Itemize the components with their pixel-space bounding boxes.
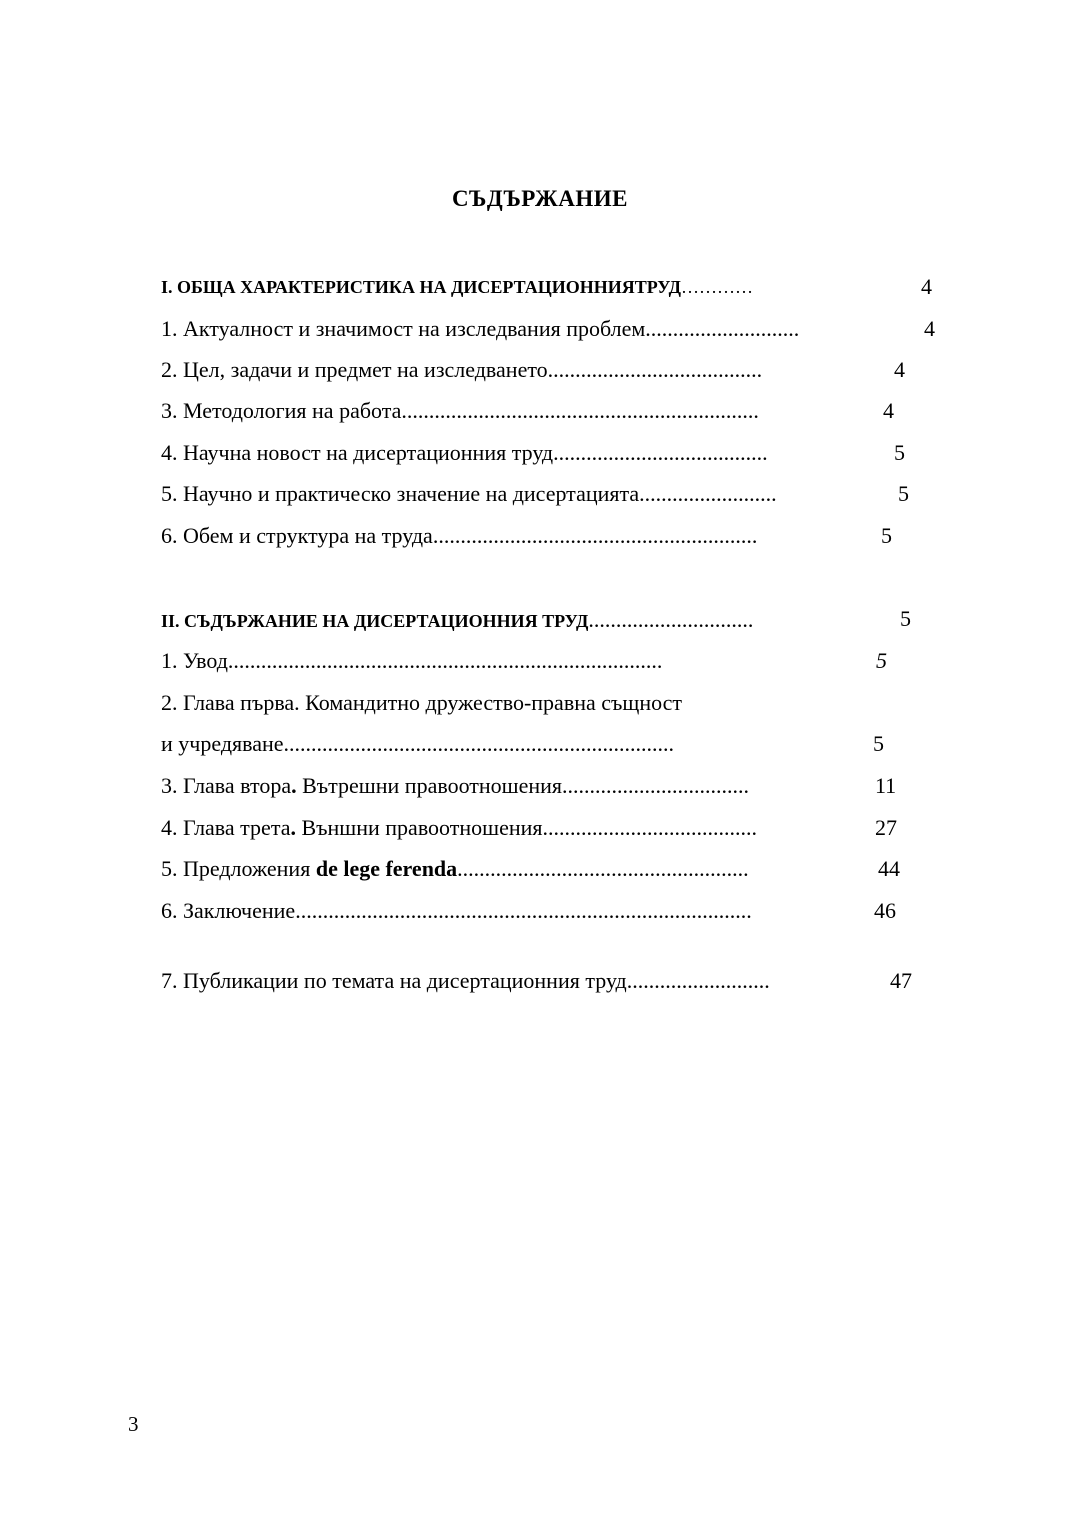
- toc-entry-text: 6. Обем и структура на труда: [161, 523, 433, 548]
- toc-entry: [161, 815, 757, 841]
- toc-entry: [161, 856, 749, 882]
- toc-entry: [161, 316, 799, 342]
- toc-entry-text: 5. Научно и практическо значение на дисертацията: [161, 481, 640, 506]
- toc-leader: .................................................................: [401, 398, 759, 423]
- toc-leader: ...........................................................: [432, 523, 758, 548]
- toc-entry: [161, 648, 662, 674]
- toc-entry-text: 4. Научна новост на дисертационния труд: [161, 440, 554, 465]
- toc-entry-bold: .: [291, 773, 297, 798]
- toc-page-number: [921, 274, 932, 301]
- toc-page-number: 47: [890, 968, 912, 993]
- toc-entry-text: 2. Цел, задачи и предмет на изследването: [161, 357, 548, 382]
- toc-entry-text: 3. Методология на работа: [161, 398, 402, 423]
- toc-entry-text: 1. Актуалност и значимост на изследвания проблем: [161, 316, 646, 341]
- toc-section-heading: [161, 607, 753, 634]
- toc-entry: [161, 690, 682, 716]
- toc-leader: .......................................: [553, 440, 768, 465]
- toc-entry-text: и учредяване: [161, 731, 284, 756]
- toc-page-number: 46: [874, 898, 896, 923]
- toc-entry: [161, 731, 674, 757]
- toc-entry-text: Вътрешни правоотношения: [296, 773, 563, 798]
- toc-page-number: 5: [876, 648, 887, 673]
- toc-page-number: 27: [875, 815, 897, 840]
- toc-page-number: 4: [883, 398, 894, 423]
- toc-entry-text: 6. Заключение: [161, 898, 296, 923]
- toc-entry-bold: .: [290, 815, 296, 840]
- toc-page-number: 44: [878, 856, 900, 881]
- toc-entry: [161, 523, 757, 549]
- toc-entry: [161, 440, 768, 466]
- toc-section-heading: [161, 274, 753, 300]
- toc-leader: .......................................................................: [283, 731, 675, 756]
- toc-page-number: 4: [894, 357, 905, 382]
- toc-entry-text: 5. Предложения: [161, 856, 316, 881]
- page-number: 3: [128, 1412, 139, 1436]
- toc-leader: ...................................................................................: [295, 898, 752, 923]
- toc-leader: …………: [681, 277, 754, 297]
- page-title: СЪДЪРЖАНИЕ: [451, 186, 629, 211]
- toc-entry-text: Външни правоотношения: [295, 815, 543, 840]
- toc-leader: ............................: [645, 316, 800, 341]
- toc-entry-text: 2. Глава първа. Командитно дружество-правна същност: [161, 690, 683, 715]
- toc-leader: ..............................: [588, 607, 754, 632]
- toc-entry: [161, 968, 770, 994]
- toc-leader: ..........................: [626, 968, 770, 993]
- toc-leader: ...............................................................................: [227, 648, 663, 673]
- toc-page-number: 5: [894, 440, 905, 465]
- toc-entry-text: 4. Глава трета: [161, 815, 291, 840]
- toc-entry: [161, 773, 749, 799]
- toc-leader: .........................: [639, 481, 777, 506]
- toc-entry-bold: de lege ferenda: [315, 856, 458, 881]
- toc-page-number: 5: [873, 731, 884, 756]
- toc-leader: .......................................: [547, 357, 763, 382]
- toc-entry-text: 7. Публикации по темата на дисертационния труд: [161, 968, 627, 993]
- toc-page-number: 4: [924, 316, 935, 341]
- toc-entry-text: 1. Увод: [161, 648, 228, 673]
- toc-leader: .....................................................: [457, 856, 749, 881]
- toc-entry-text: 3. Глава втора: [161, 773, 292, 798]
- toc-entry: [161, 357, 762, 383]
- toc-page-number: 5: [898, 481, 909, 506]
- toc-heading-text: II. СЪДЪРЖАНИЕ НА ДИСЕРТАЦИОННИЯ ТРУД: [161, 611, 589, 631]
- toc-page-value: 4: [921, 274, 932, 299]
- toc-page-number: 5: [881, 523, 892, 548]
- toc-entry: [161, 898, 752, 924]
- toc-heading-text: I. ОБЩА ХАРАКТЕРИСТИКА НА ДИСЕРТАЦИОННИЯТРУД: [161, 277, 682, 297]
- toc-page-number: 11: [875, 773, 897, 798]
- toc-leader: ..................................: [562, 773, 750, 798]
- toc-leader: .......................................: [542, 815, 758, 840]
- toc-page-number: 5: [900, 606, 911, 631]
- toc-entry: [161, 481, 777, 507]
- toc-entry: [161, 398, 759, 424]
